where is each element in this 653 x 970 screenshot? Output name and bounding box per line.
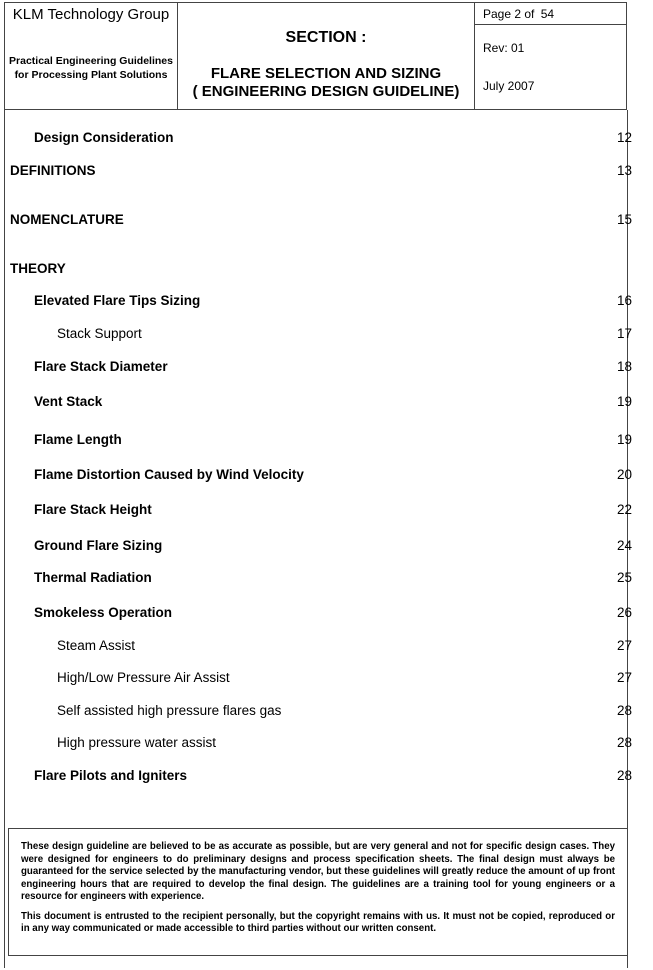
toc-entry <box>0 701 653 721</box>
toc-entry-label: Steam Assist <box>57 638 136 653</box>
toc-entry-label: Self assisted high pressure flares gas <box>57 703 282 718</box>
toc-entry-page: 19 <box>616 394 632 409</box>
page-prefix: Page 2 of <box>483 7 535 21</box>
toc-entry-page: 26 <box>616 605 632 620</box>
toc-entry <box>0 603 653 623</box>
copyright-text: This document is entrusted to the recipient personally, but the copyright remains with us. It must not be copied, reproduced or in any way communicated or made accessible to third parties without our written consent. <box>21 910 615 934</box>
toc-entry-label: Flame Length <box>34 432 122 447</box>
toc-entry <box>0 392 653 412</box>
toc-entry <box>0 766 653 786</box>
disclaimer-text: These design guideline are believed to be as accurate as possible, but are very general and not for specific design cases. They were designed for engineers to do preliminary designs and process specification sheets. The final design must always be guaranteed for the service selected by the manufacturing vendor, but these guidelines will greatly reduce the amount of up front engineering hours that are required to develop the final design. The guidelines are a training tool for young engineers or a resource for engineers with experience. <box>21 841 615 902</box>
toc-entry-label: Flare Stack Height <box>34 502 152 517</box>
toc-entry <box>0 668 653 688</box>
section-label: SECTION : <box>285 29 367 46</box>
toc-entry-label: Vent Stack <box>34 394 103 409</box>
toc-entry-page: 28 <box>616 768 632 783</box>
toc-entry <box>0 161 653 181</box>
toc-entry-label: NOMENCLATURE <box>10 212 124 227</box>
revision: Rev: 01 <box>483 41 525 55</box>
toc-entry-page: 27 <box>616 670 632 685</box>
toc-entry-label: High pressure water assist <box>57 735 217 750</box>
title-line: FLARE SELECTION AND SIZING <box>210 65 442 82</box>
toc-entry <box>0 430 653 450</box>
toc-entry-label: Ground Flare Sizing <box>34 538 163 553</box>
toc-entry-page: 28 <box>616 735 632 750</box>
toc-entry-page: 13 <box>616 163 632 178</box>
toc-entry-page: 22 <box>616 502 632 517</box>
toc-entry-label: Thermal Radiation <box>34 570 152 585</box>
company-name: KLM Technology Group <box>12 6 170 23</box>
toc-entry <box>0 636 653 656</box>
issue-date: July 2007 <box>483 79 535 93</box>
toc-entry-label: THEORY <box>10 261 66 276</box>
toc-entry-page: 28 <box>616 703 632 718</box>
toc-entry <box>0 568 653 588</box>
toc-entry-label: DEFINITIONS <box>10 163 96 178</box>
toc-entry <box>0 357 653 377</box>
toc-entry <box>0 324 653 344</box>
toc-entry <box>0 259 653 279</box>
toc-entry <box>0 500 653 520</box>
toc-entry-label: Flare Stack Diameter <box>34 359 168 374</box>
toc-entry-page: 15 <box>616 212 632 227</box>
toc-entry-page: 27 <box>616 638 632 653</box>
toc-entry-label: Stack Support <box>57 326 142 341</box>
toc-entry <box>0 128 653 148</box>
toc-entry-label: Smokeless Operation <box>34 605 173 620</box>
toc-entry-label: Flare Pilots and Igniters <box>34 768 188 783</box>
toc-entry-label: High/Low Pressure Air Assist <box>57 670 230 685</box>
toc-entry-page: 24 <box>616 538 632 553</box>
toc-entry <box>0 536 653 556</box>
disclaimer-box <box>8 828 628 956</box>
toc-entry-page: 19 <box>616 432 632 447</box>
toc-entry-page: 18 <box>616 359 632 374</box>
toc-entry <box>0 210 653 230</box>
toc-entry <box>0 733 653 753</box>
toc-entry-page: 16 <box>616 293 632 308</box>
toc-entry-page: 20 <box>616 467 632 482</box>
toc-entry-label: Flame Distortion Caused by Wind Velocity <box>34 467 304 482</box>
toc-entry-page: 17 <box>616 326 632 341</box>
page-total: 54 <box>540 7 555 21</box>
toc-entry-label: Design Consideration <box>34 130 174 145</box>
subtitle-line: ( ENGINEERING DESIGN GUIDELINE) <box>192 83 460 100</box>
company-tagline: Practical Engineering Guidelines for Processing Plant Solutions <box>9 55 173 81</box>
toc-entry <box>0 465 653 485</box>
toc-entry-page: 12 <box>616 130 632 145</box>
toc-entry-page: 25 <box>616 570 632 585</box>
toc-entry-label: Elevated Flare Tips Sizing <box>34 293 201 308</box>
toc-entry <box>0 291 653 311</box>
